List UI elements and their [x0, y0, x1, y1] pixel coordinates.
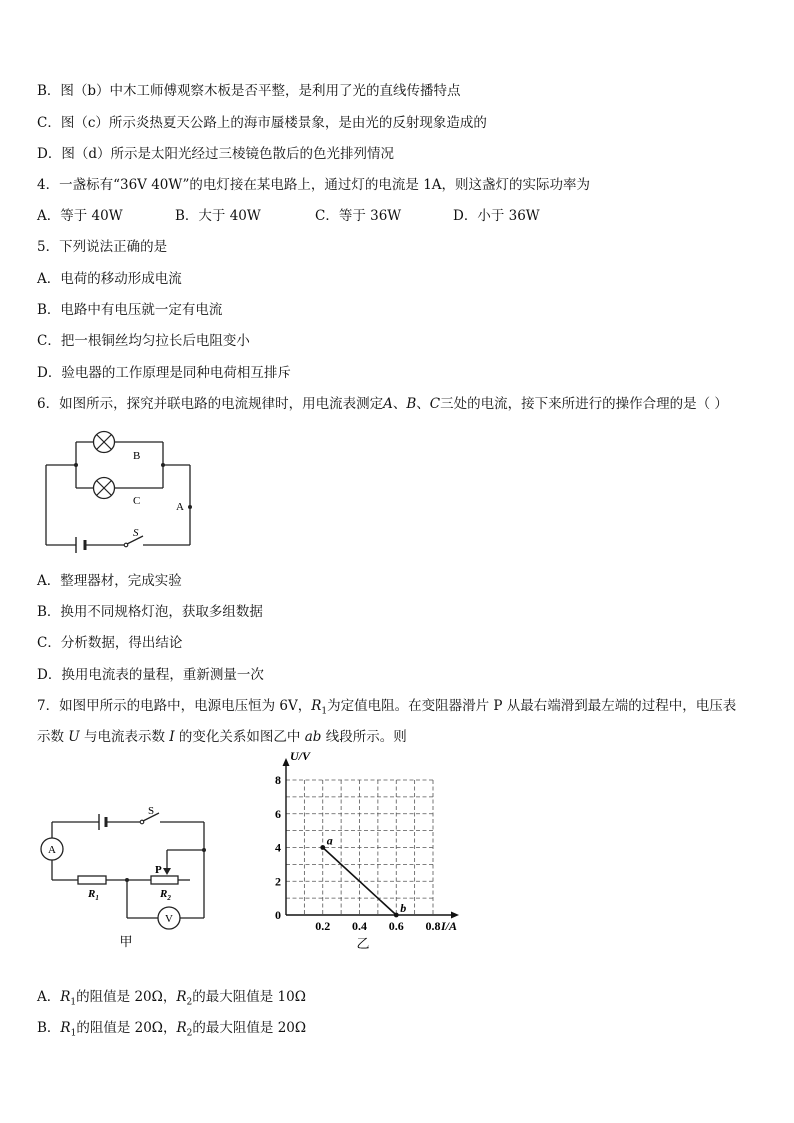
- q5-option-a: A．电荷的移动形成电流: [37, 271, 182, 287]
- ammeter-icon: [41, 838, 63, 860]
- x-axis-label: I/A: [441, 919, 458, 933]
- slider-p-label: P: [155, 864, 162, 876]
- q7-option-b: B．$R_1$的阻值是 20Ω，$R_2$的最大阻值是 20Ω: [37, 1020, 307, 1039]
- q4-option-d: D．小于 36W: [453, 208, 540, 224]
- q6-option-c: C．分析数据，得出结论: [37, 635, 183, 651]
- q6-option-a: A．整理器材，完成实验: [37, 573, 182, 589]
- data-point: [320, 845, 325, 850]
- q4-option-b: B．大于 40W: [175, 208, 261, 224]
- q7-stem-line2: 示数 U 与电流表示数 I 的变化关系如图乙中 ab 线段所示。则: [37, 729, 407, 745]
- point-c-label: C: [133, 495, 141, 507]
- y-tick-label: 6: [275, 806, 281, 821]
- ammeter-label: A: [48, 844, 56, 856]
- x-tick-label: 0.8: [425, 919, 441, 933]
- q5-option-b: B．电路中有电压就一定有电流: [37, 302, 223, 318]
- q7-circuit-diagram: [36, 800, 216, 952]
- x-axis-arrow: [451, 912, 459, 919]
- x-tick-label: 0.2: [315, 919, 331, 933]
- chart-axes: [283, 758, 460, 919]
- chart-grid: [286, 780, 433, 915]
- x-tick-label: 0.6: [388, 919, 404, 933]
- chart-series: [320, 834, 406, 918]
- data-point-label: a: [326, 833, 333, 848]
- switch-label: S: [133, 527, 139, 539]
- q3-option-d: D．图（d）所示是太阳光经过三棱镜色散后的色光排列情况: [37, 146, 394, 162]
- data-point: [394, 913, 399, 918]
- y-tick-label: 8: [275, 773, 281, 787]
- y-tick-label: 2: [275, 874, 281, 889]
- q4-options: [37, 207, 540, 225]
- q5-option-c: C．把一根铜丝均匀拉长后电阻变小: [37, 333, 250, 349]
- voltmeter-label: V: [165, 913, 173, 925]
- lamp-icon: [94, 478, 115, 499]
- caption-jia: 甲: [119, 934, 133, 949]
- q7-ui-graph: [268, 748, 468, 953]
- y-axis-label: U/V: [290, 749, 311, 763]
- q4-option-c: C．等于 36W: [315, 208, 402, 224]
- q6-circuit-diagram: [40, 428, 200, 553]
- x-tick-label: 0.4: [352, 919, 367, 933]
- point-b-label: B: [133, 450, 141, 462]
- q7-stem-line1: 7．如图甲所示的电路中，电源电压恒为 6V，$R_1$为定值电阻。在变阻器滑片 P 从最右端滑到最左端的过程中，电压表: [37, 698, 737, 717]
- q5-stem: 5．下列说法正确的是: [37, 239, 168, 255]
- q3-option-b: B．图（b）中木工师傅观察木板是否平整，是利用了光的直线传播特点: [37, 83, 461, 99]
- battery-icon: [99, 814, 106, 830]
- y-axis-arrow: [283, 758, 290, 766]
- battery-icon: [76, 537, 85, 553]
- y-tick-label: 4: [275, 840, 281, 855]
- q6-option-d: D．换用电流表的量程，重新测量一次: [37, 667, 264, 683]
- caption-yi: 乙: [356, 936, 370, 951]
- data-point-label: b: [400, 901, 407, 915]
- voltmeter-icon: [158, 907, 180, 929]
- resistor-r1: [78, 876, 106, 884]
- q6-stem: 6．如图所示，探究并联电路的电流规律时，用电流表测定A、B、C三处的电流，接下来所进行的操作合理的是（ ）: [37, 396, 728, 412]
- q4-option-a: A．等于 40W: [37, 208, 123, 224]
- q4-stem: 4．一盏标有“36V 40W”的电灯接在某电路上，通过灯的电流是 1A，则这盏灯的实际功率为: [37, 177, 591, 193]
- q3-option-c: C．图（c）所示炎热夏天公路上的海市蜃楼景象，是由光的反射现象造成的: [37, 115, 487, 131]
- resistor-r2: [151, 876, 178, 884]
- r1-label: $R_1$: [88, 888, 99, 902]
- switch-label: S: [148, 805, 155, 817]
- q5-option-d: D．验电器的工作原理是同种电荷相互排斥: [37, 365, 291, 381]
- lamp-icon: [94, 432, 115, 453]
- q7-option-a: A．$R_1$的阻值是 20Ω，$R_2$的最大阻值是 10Ω: [37, 989, 306, 1008]
- y-tick-label: 0: [275, 908, 281, 922]
- r2-label: $R_2$: [160, 888, 171, 902]
- q6-option-b: B．换用不同规格灯泡，获取多组数据: [37, 604, 263, 620]
- point-a-label: A: [176, 501, 184, 513]
